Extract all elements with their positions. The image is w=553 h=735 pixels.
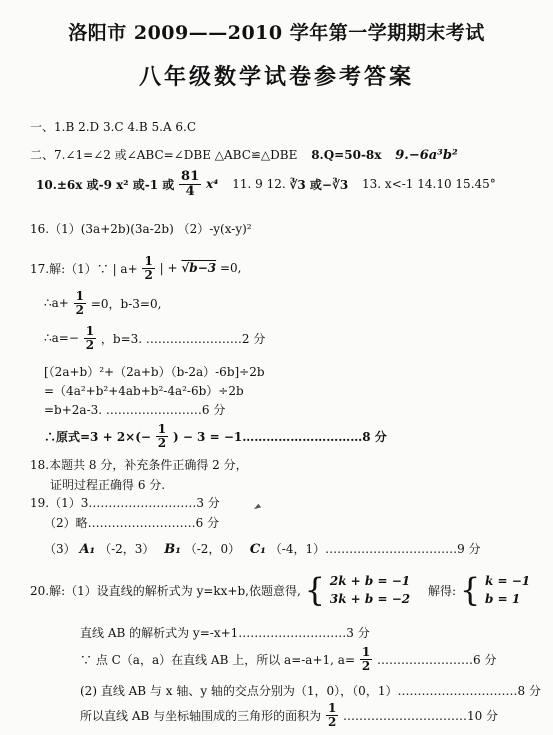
answer-20-text: 20.解:（1）设直线的解析式为 y=kx+b,依题意得, bbox=[30, 583, 301, 598]
equation-line: k = −1 bbox=[485, 574, 531, 588]
answer-17-text: ∴a+ bbox=[44, 296, 69, 311]
fraction bbox=[156, 423, 168, 449]
fraction-denominator: 4 bbox=[185, 183, 195, 199]
fraction-numerator: 1 bbox=[75, 289, 85, 303]
answer-17-line-7 bbox=[44, 423, 387, 449]
answer-20-text: .…………………………10 分 bbox=[343, 708, 499, 723]
answer-17-text: ) − 3 = −1…………………………8 分 bbox=[172, 429, 387, 444]
answer-20-line-5 bbox=[80, 702, 498, 728]
answer-17-text: ∴a=− bbox=[44, 331, 79, 346]
answer-9-text: 9.−6a³b² bbox=[395, 148, 458, 163]
fraction-numerator: 1 bbox=[157, 422, 167, 436]
fraction-numerator: 1 bbox=[327, 701, 337, 715]
brace: { bbox=[304, 571, 326, 609]
sqrt-expression: √b−3 bbox=[181, 261, 217, 276]
answer-17-text: ∴原式=3 + 2×(− bbox=[44, 429, 151, 444]
answer-17-text: | + bbox=[159, 261, 178, 276]
answer-10-15 bbox=[36, 170, 496, 198]
answer-19-text: （-2，3） bbox=[99, 542, 155, 556]
answer-20-line-2: 直线 AB 的解析式为 y=-x+1………………………3 分 bbox=[80, 626, 370, 640]
answer-7-text: 二、7.∠1=∠2 或∠ABC=∠DBE △ABC≌△DBE bbox=[30, 148, 298, 162]
fraction-numerator: 1 bbox=[85, 324, 95, 338]
equation-line: b = 1 bbox=[485, 592, 521, 606]
fraction bbox=[74, 290, 86, 316]
fraction-numerator: 1 bbox=[144, 254, 153, 268]
ink-mark-icon bbox=[253, 502, 262, 511]
answer-20-line-4: (2) 直线 AB 与 x 轴、y 轴的交点分别为（1，0），（0，1）…………………………8 分 bbox=[80, 684, 541, 698]
title-line-1: 洛阳市 2009——2010 学年第一学期期末考试 bbox=[68, 22, 485, 44]
solution-system bbox=[485, 572, 530, 608]
fraction-numerator: 81 bbox=[181, 169, 200, 184]
answer-19-line-3 bbox=[44, 540, 481, 557]
answer-17-line-3 bbox=[44, 325, 265, 351]
brace: { bbox=[459, 571, 481, 609]
title-line-2: 八年级数学试卷参考答案 bbox=[138, 64, 414, 90]
answer-17-line-5: =（4a²+b²+4ab+b²-4a²-6b）÷2b bbox=[44, 384, 244, 398]
answer-17-text: 17.解:（1）∵ | a+ bbox=[30, 261, 138, 276]
fraction-denominator: 2 bbox=[157, 435, 167, 450]
answer-19-text: （-2，0） bbox=[184, 542, 241, 556]
fraction-denominator: 2 bbox=[85, 337, 95, 352]
answer-8-text: 8.Q=50-8x bbox=[311, 148, 382, 162]
answer-12-roots: ∛3 或−∛3 bbox=[289, 177, 349, 192]
answer-20-text: 所以直线 AB 与坐标轴围成的三角形的面积为 bbox=[80, 708, 322, 723]
point-c1: C₁ bbox=[249, 542, 266, 557]
answer-17-line-6: =b+2a-3. ……………………6 分 bbox=[44, 403, 226, 417]
answer-19-line-2: （2）略………………………6 分 bbox=[44, 516, 220, 530]
answer-20-line-3 bbox=[80, 646, 496, 672]
fraction bbox=[142, 255, 154, 281]
equation-line: 2k + b = −1 bbox=[329, 574, 411, 588]
fraction-numerator: 1 bbox=[361, 645, 371, 659]
fraction bbox=[360, 646, 372, 672]
answer-10-text: 10.±6x 或-9 x² 或-1 或 bbox=[36, 177, 175, 192]
answer-17-line-1 bbox=[30, 255, 241, 281]
equation-line: 3k + b = −2 bbox=[329, 592, 411, 606]
fraction-denominator: 2 bbox=[361, 658, 371, 673]
answer-17-text: ，b=3. ……………………2 分 bbox=[100, 331, 266, 346]
equation-system bbox=[330, 572, 410, 608]
answer-7 bbox=[30, 146, 458, 163]
answer-17-text: =0, bbox=[219, 261, 242, 276]
answer-13-15-text: 13. x<-1 14.10 15.45° bbox=[362, 177, 496, 192]
answer-section-1: 一、1.B 2.D 3.C 4.B 5.A 6.C bbox=[30, 120, 197, 134]
fraction bbox=[326, 702, 338, 728]
answer-10-power: x⁴ bbox=[205, 177, 219, 192]
answer-19-text: （-4，1）……………………………9 分 bbox=[269, 542, 481, 556]
answer-18-line-1: 18.本题共 8 分，补充条件正确得 2 分， bbox=[30, 458, 248, 472]
answer-20-text: ……………………6 分 bbox=[377, 652, 497, 667]
point-b1: B₁ bbox=[164, 542, 181, 557]
answer-20-text: ∵ 点 C（a，a）在直线 AB 上，所以 a=-a+1, a= bbox=[80, 652, 355, 667]
point-a1: A₁ bbox=[79, 542, 96, 557]
answer-20-line-1 bbox=[30, 572, 530, 608]
answer-19-text: （3） bbox=[44, 542, 76, 556]
answer-11-12-text: 11. 9 12. bbox=[232, 177, 286, 192]
answer-18-line-2: 证明过程正确得 6 分. bbox=[50, 478, 166, 492]
answer-17-line-2 bbox=[44, 290, 161, 316]
fraction-denominator: 2 bbox=[75, 302, 85, 317]
answer-19-line-1: 19.（1）3………………………3 分 bbox=[30, 496, 220, 510]
answer-17-text: =0，b-3=0, bbox=[90, 296, 162, 311]
fraction-denominator: 2 bbox=[327, 714, 337, 729]
fraction bbox=[84, 325, 96, 351]
answer-10-fraction bbox=[179, 170, 201, 198]
answer-16: 16.（1）(3a+2b)(3a-2b) （2）-y(x-y)² bbox=[30, 222, 252, 236]
answer-20-text: 解得: bbox=[427, 583, 456, 598]
fraction-denominator: 2 bbox=[144, 267, 153, 282]
answer-17-line-4: [（2a+b）²+（2a+b）（b-2a）-6b]÷2b bbox=[44, 365, 265, 379]
